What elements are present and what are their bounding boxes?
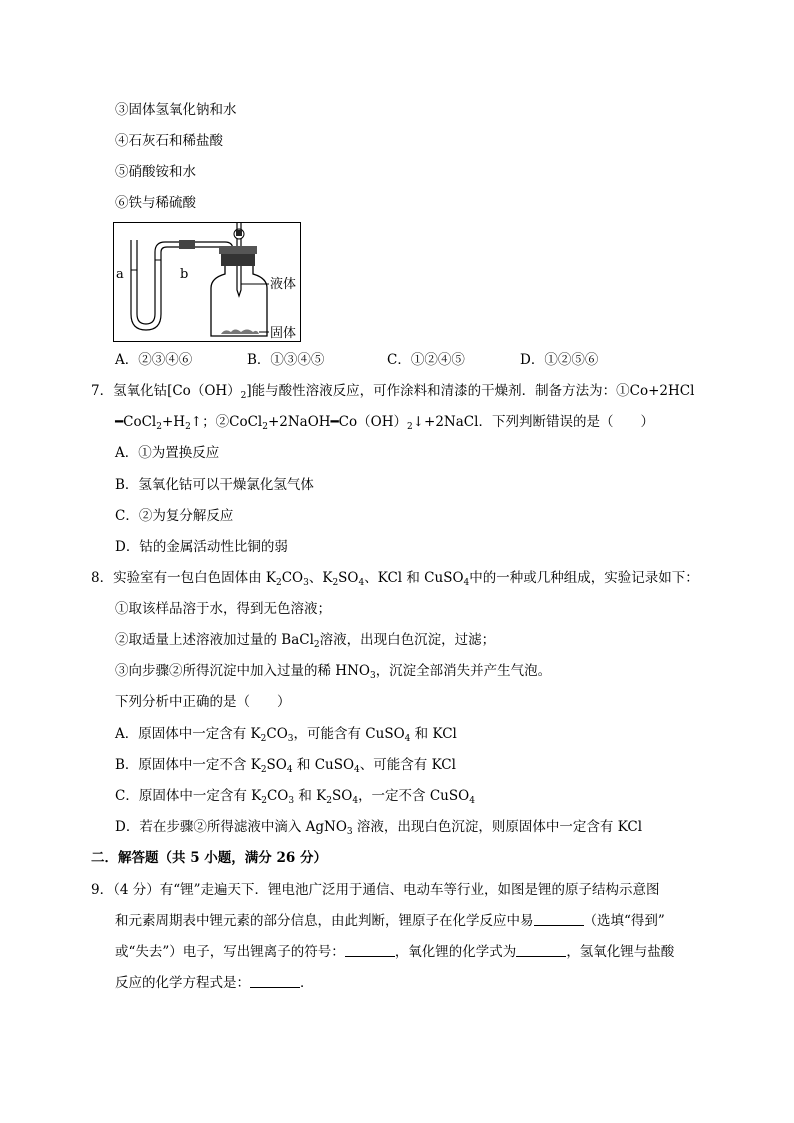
q8-option-d[interactable]: D．若在步骤②所得滤液中滴入 AgNO$_3$ 溶液，出现白色沉淀，则原固体中一定含有 KCl xyxy=(115,819,643,837)
q6-option-d[interactable]: D．①②⑤⑥ xyxy=(520,352,599,368)
label-b: b xyxy=(180,267,189,282)
q9-stem-line1: 9．（4 分）有“锂”走遍天下．锂电池广泛用于通信、电动车等行业，如图是锂的原子结构示意图 xyxy=(91,882,660,898)
q7-option-a[interactable]: A．①为置换反应 xyxy=(115,445,220,461)
q8-step-2: ②取适量上述溶液加过量的 BaCl$_2$溶液，出现白色沉淀，过滤； xyxy=(115,632,496,650)
q8-step-3: ③向步骤②所得沉淀中加入过量的稀 $HNO_3$，沉淀全部消失并产生气泡。 xyxy=(115,663,552,681)
q6-item-6: ⑥铁与稀硫酸 xyxy=(115,195,196,211)
q9-stem-line3: 或“失去”）电子，写出锂离子的符号： ，氧化锂的化学式为 ，氢氧化锂与盐酸 xyxy=(115,944,675,960)
q9-stem-line4: 反应的化学方程式是： ． xyxy=(115,975,314,991)
apparatus-figure xyxy=(113,222,301,342)
q8-stem: 8．实验室有一包白色固体由 $K_2CO_3$、$K_2SO_4$、KCl 和 CuSO$_4$中的一种或几种组成，实验记录如下： xyxy=(91,570,699,588)
q6-item-3: ③固体氢氧化钠和水 xyxy=(115,102,237,118)
label-liquid: 液体 xyxy=(270,277,297,292)
answer-blank-4[interactable] xyxy=(250,975,300,988)
q7-option-b[interactable]: B．氢氧化钴可以干燥氯化氢气体 xyxy=(115,477,314,493)
q8-prompt: 下列分析中正确的是（ ） xyxy=(115,694,291,710)
q8-option-a[interactable]: A．原固体中一定含有 $K_2CO_3$，可能含有 CuSO$_4$ 和 KCl xyxy=(115,726,457,744)
q7-option-c[interactable]: C．②为复分解反应 xyxy=(115,508,234,524)
q6-option-b[interactable]: B．①③④⑤ xyxy=(247,352,325,368)
section-2-heading: 二．解答题（共 5 小题，满分 26 分） xyxy=(91,850,327,866)
q6-item-5: ⑤硝酸铵和水 xyxy=(115,164,196,180)
answer-blank-1[interactable] xyxy=(534,913,584,926)
q6-option-a[interactable]: A．②③④⑥ xyxy=(115,352,193,368)
label-solid: 固体 xyxy=(270,326,297,341)
q8-option-c[interactable]: C．原固体中一定含有 $K_2CO_3$ 和 $K_2SO_4$，一定不含 CuSO$_4$ xyxy=(115,788,475,806)
q8-option-b[interactable]: B．原固体中一定不含 $K_2SO_4$ 和 CuSO$_4$、可能含有 KCl xyxy=(115,757,456,775)
q8-step-1: ①取该样品溶于水，得到无色溶液； xyxy=(115,601,331,617)
q7-stem-line1: 7．氢氧化钴$[Co(OH)_2]$能与酸性溶液反应，可作涂料和清漆的干燥剂．制备方法为：①Co+2HCl xyxy=(91,383,695,401)
q6-option-c[interactable]: C．①②④⑤ xyxy=(387,352,465,368)
q7-stem-line2: $━CoCl_2+H_2↑$；$②CoCl_2+2NaOH━Co(OH)_2↓+2NaCl$．下列判断错误的是（ ） xyxy=(115,414,654,432)
q7-option-d[interactable]: D．钴的金属活动性比铜的弱 xyxy=(115,539,288,555)
q6-item-4: ④石灰石和稀盐酸 xyxy=(115,133,223,149)
q9-stem-line2: 和元素周期表中锂元素的部分信息，由此判断，锂原子在化学反应中易 （选填“得到” xyxy=(115,913,665,929)
answer-blank-2[interactable] xyxy=(345,944,395,957)
label-a: a xyxy=(116,267,124,282)
answer-blank-3[interactable] xyxy=(516,944,566,957)
